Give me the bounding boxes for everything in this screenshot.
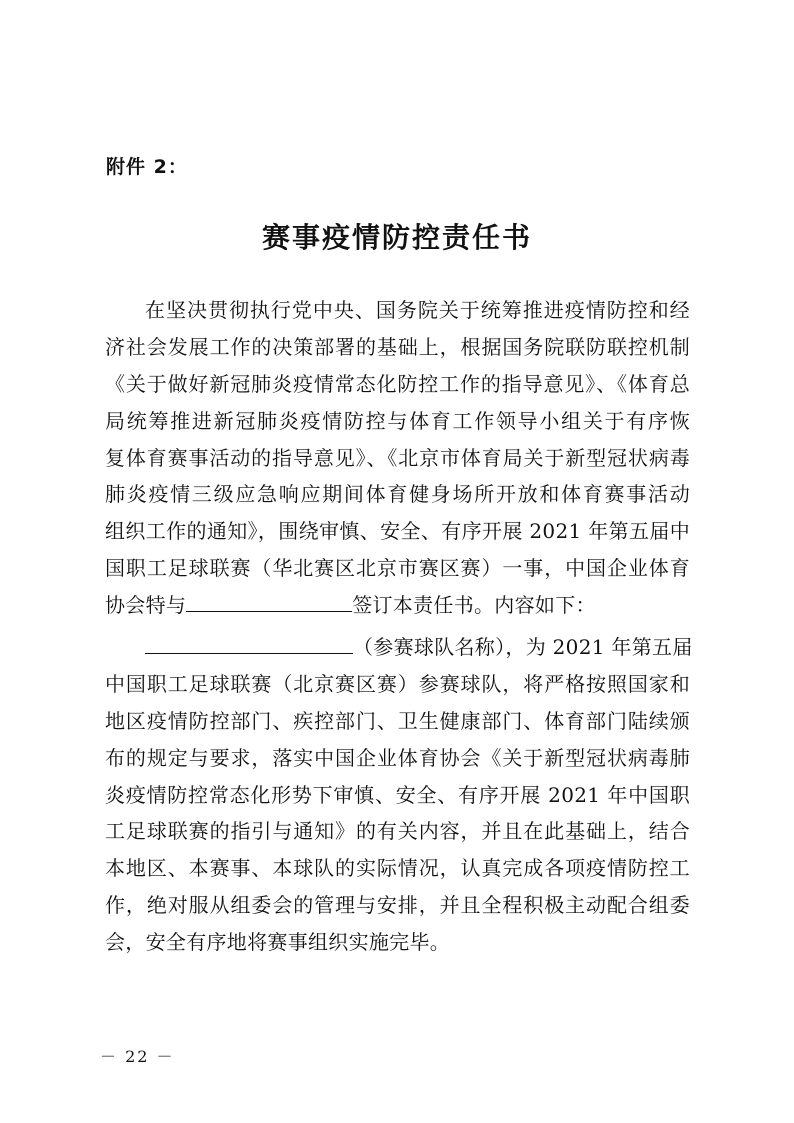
line-text-after: （参赛球队名称），为 2021 年第五届 [353, 635, 693, 659]
paragraph-line: 复体育赛事活动的指导意见》、《北京市体育局关于新型冠状病毒 [105, 445, 690, 470]
paragraph-commitment [105, 629, 693, 961]
paragraph-line: 济社会发展工作的决策部署的基础上，根据国务院联防联控机制 [105, 334, 690, 359]
signatory-blank[interactable] [186, 591, 352, 612]
document-title: 赛事疫情防控责任书 [261, 221, 532, 254]
paragraph-line: 组织工作的通知》，围绕审慎、安全、有序开展 2021 年第五届中 [105, 519, 690, 544]
page-number: － 22 － [100, 1047, 175, 1066]
paragraph-line: 作，绝对服从组委会的管理与安排，并且全程积极主动配合组委 [105, 893, 690, 918]
paragraph-line-with-blank [105, 587, 690, 624]
team-name-blank[interactable] [145, 633, 353, 654]
paragraph-line: 局统筹推进新冠肺炎疫情防控与体育工作领导小组关于有序恢 [105, 408, 690, 433]
paragraph-line: 本地区、本赛事、本球队的实际情况，认真完成各项疫情防控工 [105, 856, 690, 881]
line-text-after: 签订本责任书。内容如下： [352, 593, 596, 618]
paragraph-line: 中国职工足球联赛（北京赛区赛）参赛球队，将严格按照国家和 [105, 671, 690, 696]
paragraph-line: 肺炎疫情三级应急响应期间体育健身场所开放和体育赛事活动 [105, 482, 690, 507]
paragraph-line: 国职工足球联赛（华北赛区北京市赛区赛）一事，中国企业体育 [105, 556, 690, 581]
paragraph-line: 在坚决贯彻执行党中央、国务院关于统筹推进疫情防控和经 [145, 298, 690, 322]
attachment-label: 附件 2： [106, 156, 188, 178]
line-text-before: 协会特与 [105, 593, 187, 618]
paragraph-intro [105, 292, 690, 624]
paragraph-line: 布的规定与要求，落实中国企业体育协会《关于新型冠状病毒肺 [105, 745, 690, 770]
paragraph-line: 地区疫情防控部门、疾控部门、卫生健康部门、体育部门陆续颁 [105, 708, 690, 733]
paragraph-line: 炎疫情防控常态化形势下审慎、安全、有序开展 2021 年中国职 [105, 782, 690, 807]
paragraph-line: 会，安全有序地将赛事组织实施完毕。 [105, 930, 451, 955]
paragraph-line-with-blank [105, 629, 693, 666]
paragraph-line: 工足球联赛的指引与通知》的有关内容，并且在此基础上，结合 [105, 819, 690, 844]
paragraph-line: 《关于做好新冠肺炎疫情常态化防控工作的指导意见》、《体育总 [105, 371, 690, 396]
